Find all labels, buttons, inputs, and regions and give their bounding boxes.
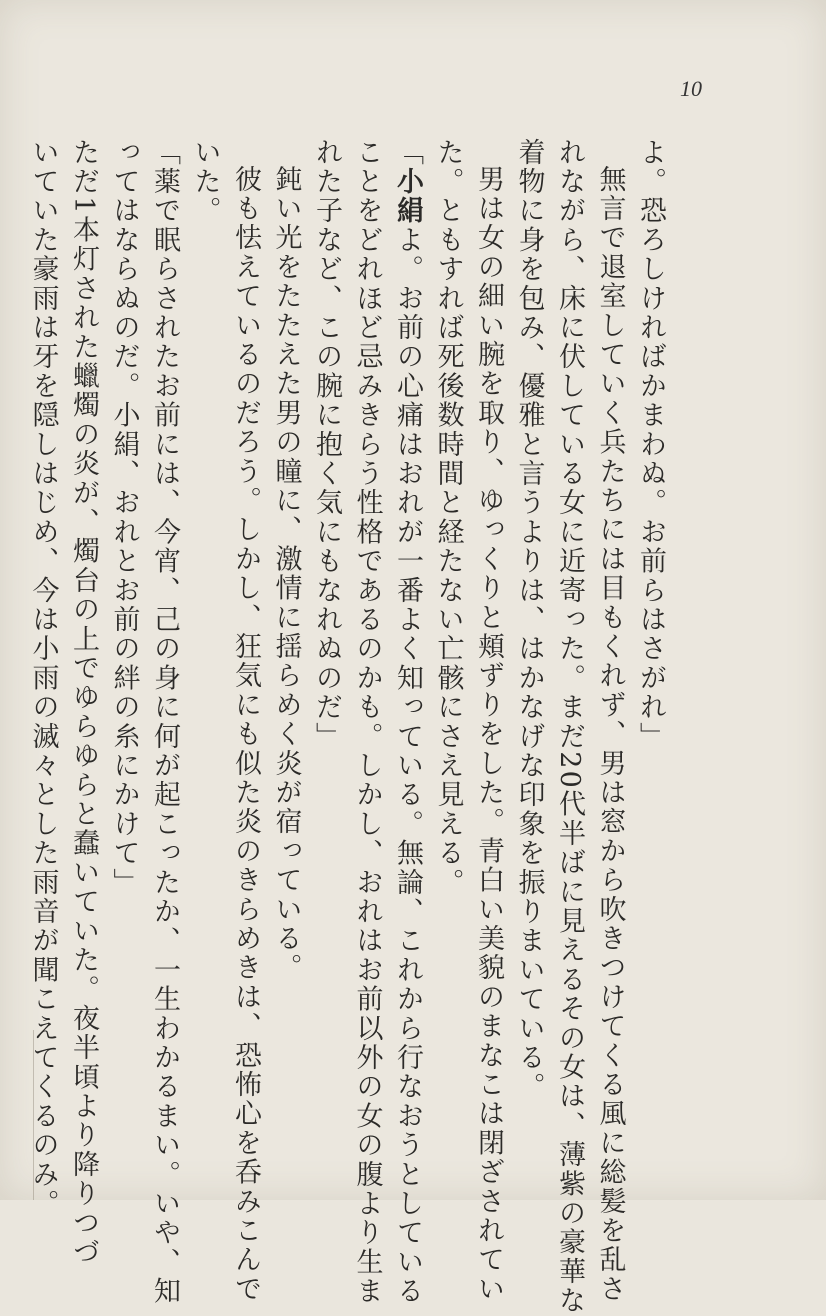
vertical-body-text [27,138,670,1316]
text-line: いた。 [189,138,221,226]
page-number: 10 [680,76,702,101]
text-line: よ。恐ろしければかまわぬ。お前らはさがれ」 [635,138,666,752]
text-line: いていた豪雨は牙を隠しはじめ、今は小雨の滅々とした雨音が聞こえてくるのみ。 [27,138,59,1219]
text-line: ただ1本灯された蠟燭の炎が、燭台の上でゆらゆらと蠢いていた。夜半頃より降りつづ [68,138,99,1267]
text-line: ってはならぬのだ。小絹、おれとお前の絆の糸にかけて」 [108,138,140,898]
quote-open: 「 [392,138,423,168]
text-line: 無言で退室していく兵たちには目もくれず、男は窓から吹きつけてくる風に総髪を乱さ [594,165,626,1304]
text-line: 着物に身を包み、優雅と言うよりは、はかなげな印象を振りまいている。 [513,138,545,1102]
text-line: 彼も怯えているのだろう。しかし、狂気にも似た炎のきらめきは、恐怖心を呑みこんで [230,165,261,1304]
text-line: 鈍い光をたたえた男の瞳に、激情に揺らめく炎が宿っている。 [270,165,302,983]
text-line [387,138,428,1307]
text-line: ことをどれほど忌みきらう性格であるのかも。しかし、おれはお前以外の女の腹より生ま [351,138,383,1306]
text-line: た。ともすれば死後数時間と経たない亡骸にさえ見える。 [432,138,464,898]
text-line: 「薬で眠らされたお前には、今宵、己の身に何が起こったか、一生わかるまい。いや、知 [149,138,180,1306]
text-line: れながら、床に伏している女に近寄った。まだ20代半ばに見えるその女は、薄紫の豪華な [554,138,585,1316]
text-line: 男は女の細い腕を取り、ゆっくりと頬ずりをした。青白い美貌のまなこは閉ざされてい [473,165,504,1304]
page-edge-mark [33,1030,34,1200]
text-line: れた子など、この腕に抱く気にもなれぬのだ」 [311,138,342,752]
text-line-rest: よ。お前の心痛はおれが一番よく知っている。無論、これから行なおうとしている [392,225,423,1307]
character-name: 小絹 [392,167,423,226]
